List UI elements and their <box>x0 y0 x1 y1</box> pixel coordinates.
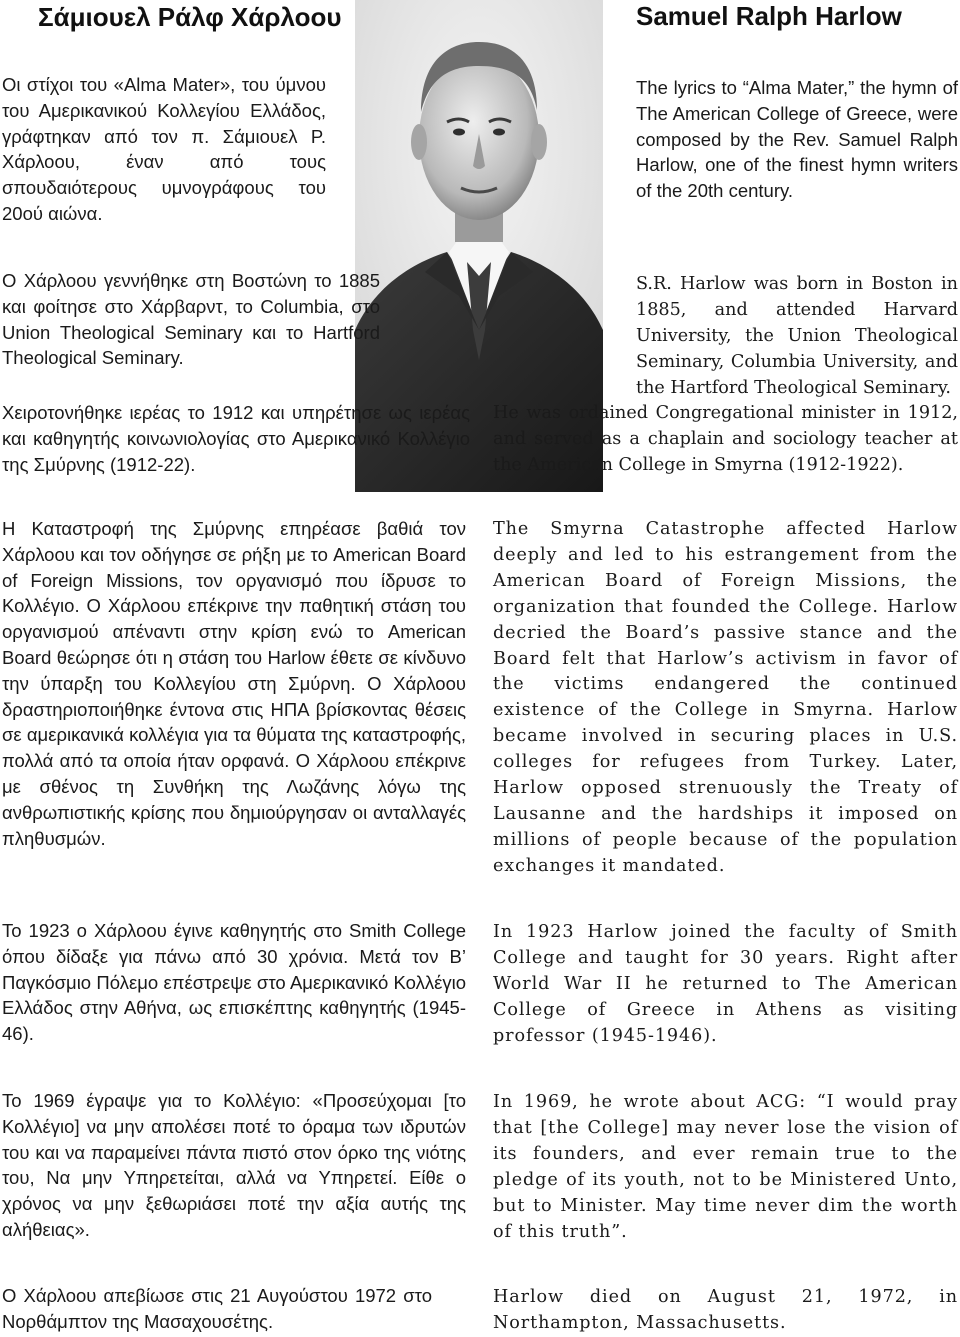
ordination-greek: Χειροτονήθηκε ιερέας το 1912 και υπηρέτησε ως ιερέας και καθηγητής κοινωνιολογίας στο Αμερικανικό Κολλέγιο της Σμύρνης (1912-22). <box>2 402 470 475</box>
smith-greek: Το 1923 ο Χάρλοου έγινε καθηγητής στο Smith College όπου δίδαξε για πάνω από 30 χρόνια. Μετά τον Β’ Παγκόσμιο Πόλεμο επέστρεψε στο Αμερικανικό Κολλέγιο Ελλάδος στην Αθήνα, ως επισκέπτης καθηγητής (1945-46). <box>2 920 466 1045</box>
quote-english: In 1969, he wrote about ACG: “I would pray that [the College] may never lose the vision of its founders, and ever remain true to the pledge of its youth, not to be Ministered Unto, but to Minister. May time never dim the worth of this truth”. <box>493 1092 958 1242</box>
intro-english: The lyrics to “Alma Mater,” the hymn of The American College of Greece, were composed by the Rev. Samuel Ralph Harlow, one of the finest hymn writers of the 20th century. <box>636 77 958 202</box>
ordination-english: He was ordained Congregational minister in 1912, and served as a chaplain and sociology teacher at the American College in Smyrna (1912-1922). <box>493 403 958 475</box>
education-greek: Ο Χάρλοου γεννήθηκε στη Βοστώνη το 1885 και φοίτησε στο Χάρβαρντ, το Columbia, στο Union Theological Seminary και το Hartford Theological Seminary. <box>2 270 380 369</box>
education-english: S.R. Harlow was born in Boston in 1885, and attended Harvard University, the Union Theological Seminary, Columbia University, and the Hartford Theological Seminary. <box>636 274 958 398</box>
smyrna-english: The Smyrna Catastrophe affected Harlow deeply and led to his estrangement from the American Board of Foreign Missions, the organization that founded the College. Harlow decried the Board’s passive stance and the Board felt that Harlow’s activism in favor of the victims endangered the continued existence of the College in Smyrna. Harlow became involved in securing places in U.S. colleges for refugees from Turkey. Later, Harlow opposed strenuously the Treaty of Lausanne and the hardships it imposed on millions of people because of the population exchanges it mandated. <box>493 519 958 876</box>
title-greek: Σάμιουελ Ράλφ Χάρλοου <box>38 2 342 32</box>
death-english: Harlow died on August 21, 1972, in Northampton, Massachusetts. <box>493 1287 958 1333</box>
quote-greek: Το 1969 έγραψε για το Κολλέγιο: «Προσεύχομαι [το Κολλέγιο] να μην απολέσει ποτέ το όραμα των ιδρυτών του και να παραμείνει πάντα πιστό στον όρκο της νιότης του, Να μην Υπηρετείται, αλλά να Υπηρετεί. Είθε ο χρόνος να μην ξεθωριάσει ποτέ την αξία αυτής της αλήθειας». <box>2 1090 466 1240</box>
title-english: Samuel Ralph Harlow <box>636 1 902 31</box>
smith-english: In 1923 Harlow joined the faculty of Smith College and taught for 30 years. Right after World War II he returned to The American College of Greece in Athens as visiting professor (1945-1946). <box>493 922 958 1046</box>
smyrna-greek: Η Καταστροφή της Σμύρνης επηρέασε βαθιά τον Χάρλοου και τον οδήγησε σε ρήξη με το American Board of Foreign Missions, τον οργανισμό που ίδρυσε το Κολλέγιο. Ο Χάρλοου επέκρινε την παθητική στάση του οργανισμού απέναντι στην κρίση ενώ το American Board θεώρησε ότι η στάση του Harlow έθετε σε κίνδυνο την ύπαρξη του Κολλεγίου στη Σμύρνη. Ο Χάρλοου δραστηριοποιήθηκε έντονα στις ΗΠΑ βρίσκοντας θέσεις σε αμερικανικά κολλέγια για τα θύματα της καταστροφής, πολλά από τα οποία ήταν ορφανά. Ο Χάρλοου επέκρινε με σθένος τη Συνθήκη της Λωζάνης λόγω της ανθρωπιστικής κρίσης που δημιούργησαν οι ανταλλαγές πληθυσμών. <box>2 518 466 849</box>
death-greek: Ο Χάρλοου απεβίωσε στις 21 Αυγούστου 1972 στο Νορθάμπτον της Μασαχουσέτης. <box>2 1285 432 1332</box>
intro-greek: Οι στίχοι του «Alma Mater», του ύμνου του Αμερικανικού Κολλεγίου Ελλάδος, γράφτηκαν από τον π. Σάμιουελ Ρ. Χάρλοου, έναν από τους σπουδαιότερους υμνογράφους του 20ού αιώνα. <box>2 74 326 224</box>
